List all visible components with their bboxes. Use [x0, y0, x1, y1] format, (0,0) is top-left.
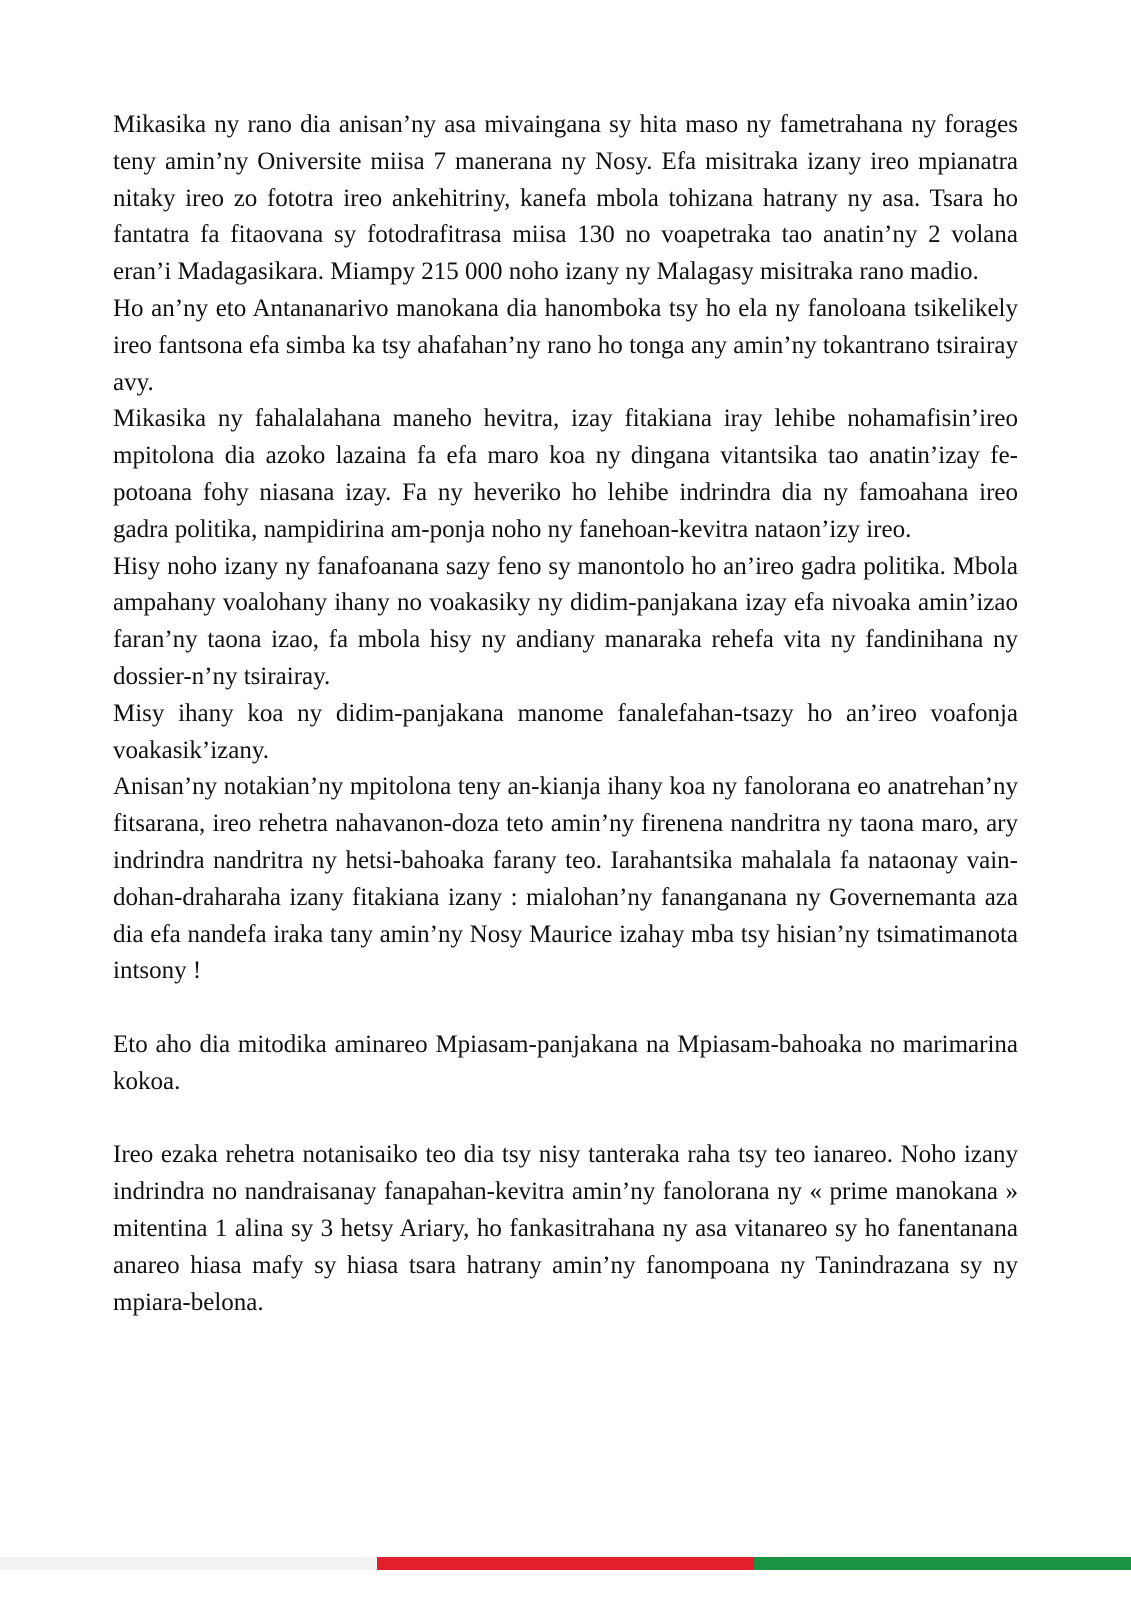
paragraph-sentence-reduction: Misy ihany koa ny didim-panjakana manome fanalefahan-tsazy ho an’ireo voafonja voakasik’izany. — [113, 699, 1018, 764]
paragraph-antananarivo: Ho an’ny eto Antananarivo manokana dia hanomboka tsy ho ela ny fanoloana tsikelikely ireo fantsona efa simba ka tsy ahafahan’ny rano ho tonga any amin’ny tokantrano tsirairay avy. — [113, 294, 1018, 396]
flag-stripe-green — [754, 1557, 1131, 1570]
document-body — [113, 107, 1018, 1321]
flag-color-bar — [0, 1557, 1131, 1570]
paragraph-political-prisoners: Hisy noho izany ny fanafoanana sazy feno sy manontolo ho an’ireo gadra politika. Mbola ampahany voalohany ihany no voakasiky ny didim-panjakana izay efa nivoaka amin’izao faran’ny taona izao, fa mbola hisy ny andiany manaraka rehefa vita ny fandinihana ny dossier-n’ny tsirairay. — [113, 552, 1018, 690]
paragraph-special-bonus: Ireo ezaka rehetra notanisaiko teo dia tsy nisy tanteraka raha tsy teo ianareo. Noho izany indrindra no nandraisanay fanapahan-kevitra amin’ny fanolorana ny « prime manokana » mitentina 1 alina sy 3 hetsy Ariary, ho fankasitrahana ny asa vitanareo sy ho fanentanana anareo hiasa mafy sy hiasa tsara hatrany amin’ny fanompoana ny Tanindrazana sy ny mpiara-belona. — [113, 1141, 1018, 1316]
flag-stripe-red — [377, 1557, 754, 1570]
paragraph-freedom-of-expression: Mikasika ny fahalalahana maneho hevitra, izay fitakiana iray lehibe nohamafisin’ireo mpitolona dia azoko lazaina fa efa maro koa ny dingana vitantsika tao anatin’izay fe-potoana fohy niasana izay. Fa ny heveriko ho lehibe indrindra dia ny famoahana ireo gadra politika, nampidirina am-ponja noho ny fanehoan-kevitra nataon’izy ireo. — [113, 405, 1018, 543]
flag-stripe-white — [0, 1557, 377, 1570]
paragraph-civil-servants: Eto aho dia mitodika aminareo Mpiasam-panjakana na Mpiasam-bahoaka no marimarina kokoa. — [113, 1030, 1018, 1095]
paragraph-water: Mikasika ny rano dia anisan’ny asa mivaingana sy hita maso ny fametrahana ny forages teny amin’ny Oniversite miisa 7 manerana ny Nosy. Efa misitraka izany ireo mpianatra nitaky ireo zo fototra ireo ankehitriny, kanefa mbola tohizana hatrany ny asa. Tsara ho fantatra fa fitaovana sy fotodrafitrasa miisa 130 no voapetraka tao anatin’ny 2 volana eran’i Madagasikara. Miampy 215 000 noho izany ny Malagasy misitraka rano madio. — [113, 111, 1018, 286]
paragraph-justice: Anisan’ny notakian’ny mpitolona teny an-kianja ihany koa ny fanolorana eo anatrehan’ny fitsarana, ireo rehetra nahavanon-doza teto amin’ny firenena nandritra ny taona maro, ary indrindra nandritra ny hetsi-bahoaka farany teo. Iarahantsika mahalala fa nataonay vain-dohan-draharaha izany fitakiana izany : mialohan’ny fananganana ny Governemanta aza dia efa nandefa iraka tany amin’ny Nosy Maurice izahay mba tsy hisian’ny tsimatimanota intsony ! — [113, 773, 1018, 985]
